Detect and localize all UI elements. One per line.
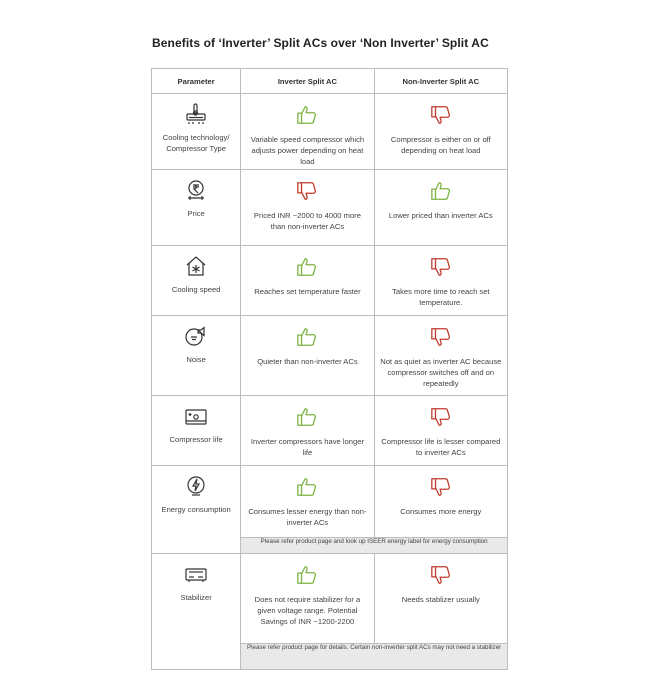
inverter-cell [241,466,374,538]
parameter-cell [152,246,241,316]
thumbs-down-icon [430,564,452,586]
parameter-label: Price [187,209,205,218]
speaker-noise-icon [184,324,208,348]
non-inverter-cell [374,466,507,538]
table-row [152,466,508,538]
non-inverter-text: Needs stablizer usually [401,595,480,604]
non-inverter-cell [374,246,507,316]
non-inverter-text: Not as quiet as inverter AC because compressor switches off and on repeatedly [380,357,502,388]
rupee-price-icon [184,178,208,202]
thumbs-up-icon [296,476,318,498]
inverter-cell [241,94,374,170]
energy-note: Please refer product page and look up ISEER energy label for energy consumption [241,538,508,554]
page-title: Benefits of ‘Inverter’ Split ACs over ‘Non Inverter’ Split AC [152,36,489,50]
thumbs-down-icon [430,406,452,428]
thumbs-down-icon [296,180,318,202]
thumbs-up-icon [296,564,318,586]
parameter-cell [152,554,241,670]
thumbs-up-icon [296,256,318,278]
thumbs-up-icon [430,180,452,202]
inverter-cell [241,396,374,466]
non-inverter-text: Lower priced than inverter ACs [388,211,493,220]
inverter-cell [241,246,374,316]
inverter-text: Variable speed compressor which adjusts power depending on heat load [250,135,365,166]
inverter-cell [241,170,374,246]
stabilizer-icon [184,562,208,586]
inverter-text: Priced INR ~2000 to 4000 more than non-inverter ACs [253,211,361,231]
header-non-inverter: Non-Inverter Split AC [374,69,507,94]
inverter-text: Reaches set temperature faster [254,287,361,296]
thumbs-up-icon [296,326,318,348]
stabilizer-note: Please refer product page for details. Certain non-inverter split ACs may not need a stabilizer [241,644,508,670]
non-inverter-text: Compressor is either on or off depending on heat load [390,135,491,155]
parameter-cell [152,396,241,466]
inverter-cell [241,554,374,644]
table-row [152,94,508,170]
thumbs-down-icon [430,326,452,348]
thumbs-up-icon [296,104,318,126]
parameter-label: Stabilizer [180,593,212,602]
inverter-text: Consumes lesser energy than non-inverter ACs [248,507,367,527]
thermometer-ac-icon [184,102,208,126]
thumbs-down-icon [430,256,452,278]
non-inverter-cell [374,554,507,644]
comparison-table [151,68,508,670]
non-inverter-cell [374,316,507,396]
parameter-cell [152,170,241,246]
parameter-label: Compressor life [169,435,223,444]
parameter-label: Noise [186,355,206,364]
thumbs-down-icon [430,476,452,498]
non-inverter-text: Consumes more energy [400,507,482,516]
table-row [152,316,508,396]
non-inverter-cell [374,170,507,246]
non-inverter-text: Takes more time to reach set temperature. [392,287,490,307]
parameter-cell [152,466,241,554]
thumbs-down-icon [430,104,452,126]
parameter-cell [152,94,241,170]
table-row [152,246,508,316]
header-parameter: Parameter [152,69,241,94]
non-inverter-cell [374,94,507,170]
header-row [152,69,508,94]
inverter-text: Inverter compressors have longer life [250,437,364,457]
inverter-cell [241,316,374,396]
parameter-label: Energy consumption [161,505,231,514]
energy-bolt-icon [184,474,208,498]
house-snowflake-icon [184,254,208,278]
non-inverter-cell [374,396,507,466]
header-inverter: Inverter Split AC [241,69,374,94]
thumbs-up-icon [296,406,318,428]
parameter-label: Cooling technology/ Compressor Type [162,133,230,153]
parameter-label: Cooling speed [171,285,221,294]
parameter-cell [152,316,241,396]
table-row [152,396,508,466]
inverter-text: Quieter than non-inverter ACs [257,357,358,366]
table-row [152,554,508,644]
compressor-icon [184,404,208,428]
inverter-text: Does not require stabilizer for a given voltage range. Potential Savings of INR ~1200-2200 [254,595,361,626]
table-row [152,170,508,246]
non-inverter-text: Compressor life is lesser compared to inverter ACs [381,437,501,457]
